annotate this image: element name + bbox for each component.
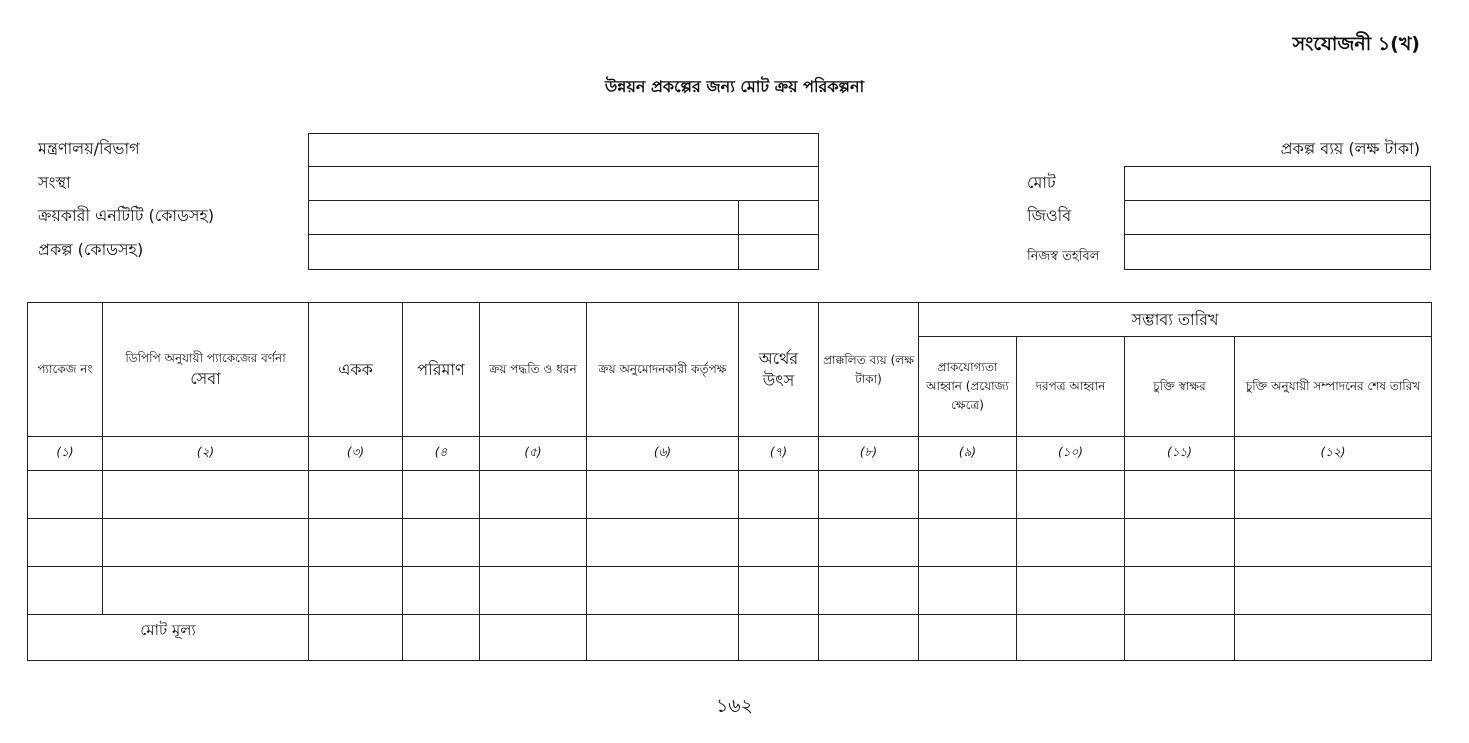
table-cell[interactable] [919,567,1017,615]
table-cell[interactable] [739,567,819,615]
project-code-field[interactable] [738,234,819,270]
project-label: প্রকল্প (কোডসহ) [38,240,144,259]
column-number: (৫) [480,437,587,471]
table-cell[interactable] [1125,471,1235,519]
header-procurement-method: ক্রয় পদ্ধতি ও ধরন [480,303,587,437]
column-number: (১) [28,437,103,471]
header-description-large: সেবা [190,369,221,388]
table-cell[interactable] [403,471,480,519]
table-cell[interactable] [309,519,403,567]
table-cell[interactable] [919,519,1017,567]
table-cell[interactable] [1125,615,1235,661]
agency-label: সংস্থা [38,173,71,192]
total-value-label: মোট মূল্য [28,615,309,661]
table-cell[interactable] [587,567,739,615]
table-cell[interactable] [28,519,103,567]
table-row [28,519,1432,567]
column-number: (৯) [919,437,1017,471]
table-cell[interactable] [1125,519,1235,567]
gob-label: জিওবি [1027,206,1072,225]
ministry-field[interactable] [308,133,819,167]
table-cell[interactable] [103,471,309,519]
entity-label: ক্রয়কারী এনটিটি (কোডসহ) [38,206,215,225]
table-cell[interactable] [309,615,403,661]
table-cell[interactable] [480,615,587,661]
total-row [28,615,1432,661]
gob-field[interactable] [1124,200,1431,235]
project-field[interactable] [308,234,739,270]
header-package-no: প্যাকেজ নং [28,303,103,437]
header-approving-authority: ক্রয় অনুমোদনকারী কর্তৃপক্ষ [587,303,739,437]
header-description [103,303,309,437]
header-fund-source: অর্থের উৎস [739,303,819,437]
ministry-label: মন্ত্রণালয়/বিভাগ [38,139,140,158]
table-cell[interactable] [587,471,739,519]
column-number: (৭) [739,437,819,471]
table-cell[interactable] [403,615,480,661]
table-cell[interactable] [587,519,739,567]
table-cell[interactable] [1017,615,1125,661]
header-contract-signing: চুক্তি স্বাক্ষর [1125,337,1235,437]
table-cell[interactable] [1017,567,1125,615]
table-cell[interactable] [587,615,739,661]
column-number: (১০) [1017,437,1125,471]
table-cell[interactable] [1017,471,1125,519]
header-estimated-cost: প্রাক্কলিত ব্যয় (লক্ষ টাকা) [819,303,919,437]
column-number: (২) [103,437,309,471]
table-cell[interactable] [819,615,919,661]
header-quantity: পরিমাণ [403,303,480,437]
header-prequalification: প্রাকযোগ্যতা আহ্বান (প্রযোজ্য ক্ষেত্রে) [919,337,1017,437]
column-number: (৪ [403,437,480,471]
entity-code-field[interactable] [738,200,819,235]
total-cost-field[interactable] [1124,166,1431,201]
table-cell[interactable] [739,615,819,661]
table-row [28,567,1432,615]
annex-label: সংযোজনী ১(খ) [1292,33,1420,55]
header-unit: একক [309,303,403,437]
table-cell[interactable] [1017,519,1125,567]
table-cell[interactable] [480,519,587,567]
table-cell[interactable] [1235,471,1432,519]
header-probable-dates: সম্ভাব্য তারিখ [919,303,1432,337]
table-cell[interactable] [28,567,103,615]
procurement-plan-table [27,302,1432,661]
table-cell[interactable] [1125,567,1235,615]
column-number: (৬) [587,437,739,471]
table-cell[interactable] [739,471,819,519]
table-row [28,471,1432,519]
table-cell[interactable] [403,519,480,567]
table-cell[interactable] [1235,519,1432,567]
agency-field[interactable] [308,166,819,201]
table-cell[interactable] [103,519,309,567]
total-cost-label: মোট [1027,173,1056,192]
table-cell[interactable] [1235,615,1432,661]
table-cell[interactable] [28,471,103,519]
column-number: (৮) [819,437,919,471]
table-cell[interactable] [819,471,919,519]
page-number: ১৬২ [715,695,754,717]
own-fund-field[interactable] [1124,234,1431,270]
header-description-small: ডিপিপি অনুযায়ী প্যাকেজের বর্ণনা [125,351,286,365]
table-cell[interactable] [480,567,587,615]
table-cell[interactable] [309,567,403,615]
header-tender-invitation: দরপত্র আহ্বান [1017,337,1125,437]
project-cost-title: প্রকল্প ব্যয় (লক্ষ টাকা) [1280,139,1420,158]
page-title: উন্নয়ন প্রকল্পের জন্য মোট ক্রয় পরিকল্পনা [604,77,865,96]
table-cell[interactable] [103,567,309,615]
table-cell[interactable] [1235,567,1432,615]
table-cell[interactable] [819,567,919,615]
table-cell[interactable] [309,471,403,519]
column-number: (৩) [309,437,403,471]
table-cell[interactable] [919,615,1017,661]
entity-field[interactable] [308,200,739,235]
table-cell[interactable] [739,519,819,567]
own-fund-label: নিজস্ব তহবিল [1027,249,1100,264]
column-number: (১১) [1125,437,1235,471]
table-cell[interactable] [919,471,1017,519]
header-completion-date: চুক্তি অনুযায়ী সম্পাদনের শেষ তারিখ [1235,337,1432,437]
table-cell[interactable] [819,519,919,567]
column-number: (১২) [1235,437,1432,471]
table-cell[interactable] [480,471,587,519]
table-cell[interactable] [403,567,480,615]
